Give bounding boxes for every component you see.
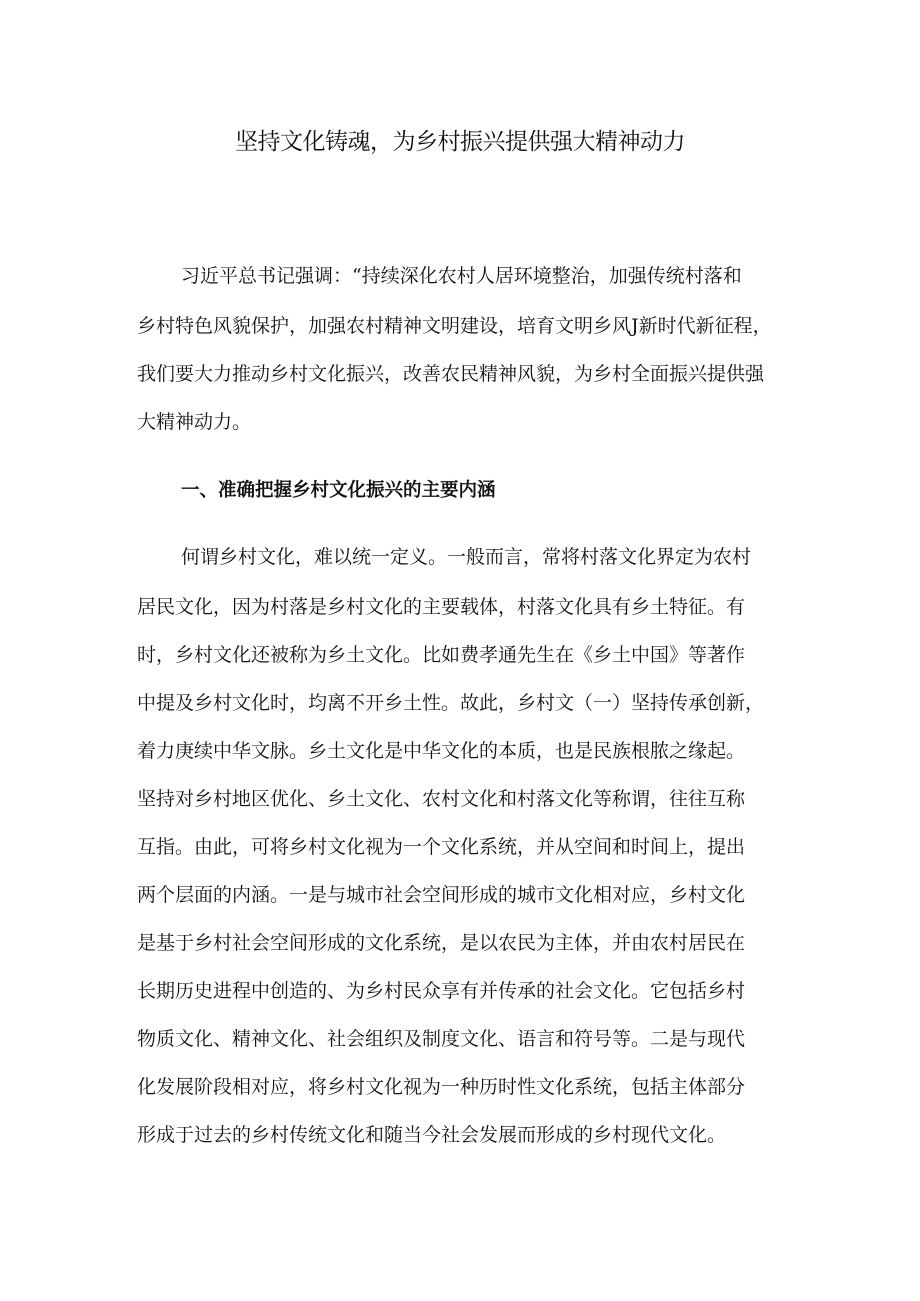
paragraph-2-line-7: 互指。由此，可将乡村文化视为一个文化系统，并从空间和时间上，提出 [137,836,746,858]
paragraph-2-line-3: 时，乡村文化还被称为乡土文化。比如费孝通先生在《乡土中国》等著作 [137,644,746,666]
paragraph-2-line-10: 长期历史进程中创造的、为乡村民众享有并传承的社会文化。它包括乡村 [137,980,746,1002]
paragraph-2-line-6: 坚持对乡村地区优化、乡土文化、农村文化和村落文化等称谓，往往互称 [137,788,746,810]
paragraph-1-line-3: 我们要大力推动乡村文化振兴，改善农民精神风貌，为乡村全面振兴提供强 [137,363,765,385]
section-1-heading: 一、准确把握乡村文化振兴的主要内涵 [181,480,496,501]
paragraph-1-line-2: 乡村特色风貌保护，加强农村精神文明建设，培育文明乡风J新时代新征程， [137,315,772,337]
paragraph-2-line-4: 中提及乡村文化时，均离不开乡土性。故此，乡村文（一）坚持传承创新， [137,692,765,714]
paragraph-2-line-9: 是基于乡村社会空间形成的文化系统，是以农民为主体，并由农村居民在 [137,932,746,954]
paragraph-1-line-4: 大精神动力。 [137,411,252,433]
paragraph-1-line-1: 习近平总书记强调：“持续深化农村人居环境整治，加强传统村落和 [181,265,742,287]
paragraph-2-line-12: 化发展阶段相对应，将乡村文化视为一种历时性文化系统，包括主体部分 [137,1076,746,1098]
document-title: 坚持文化铸魂，为乡村振兴提供强大精神动力 [235,129,685,155]
paragraph-2-line-8: 两个层面的内涵。一是与城市社会空间形成的城市文化相对应，乡村文化 [137,884,746,906]
paragraph-2-line-2: 居民文化，因为村落是乡村文化的主要载体，村落文化具有乡土特征。有 [137,596,746,618]
paragraph-2-line-1: 何谓乡村文化，难以统一定义。一般而言，常将村落文化界定为农村 [181,546,752,568]
paragraph-2-line-13: 形成于过去的乡村传统文化和随当今社会发展而形成的乡村现代文化。 [137,1124,727,1146]
paragraph-2-line-11: 物质文化、精神文化、社会组织及制度文化、语言和符号等。二是与现代 [137,1028,746,1050]
paragraph-2-line-5: 着力庚续中华文脉。乡土文化是中华文化的本质，也是民族根脓之缘起。 [137,740,746,762]
